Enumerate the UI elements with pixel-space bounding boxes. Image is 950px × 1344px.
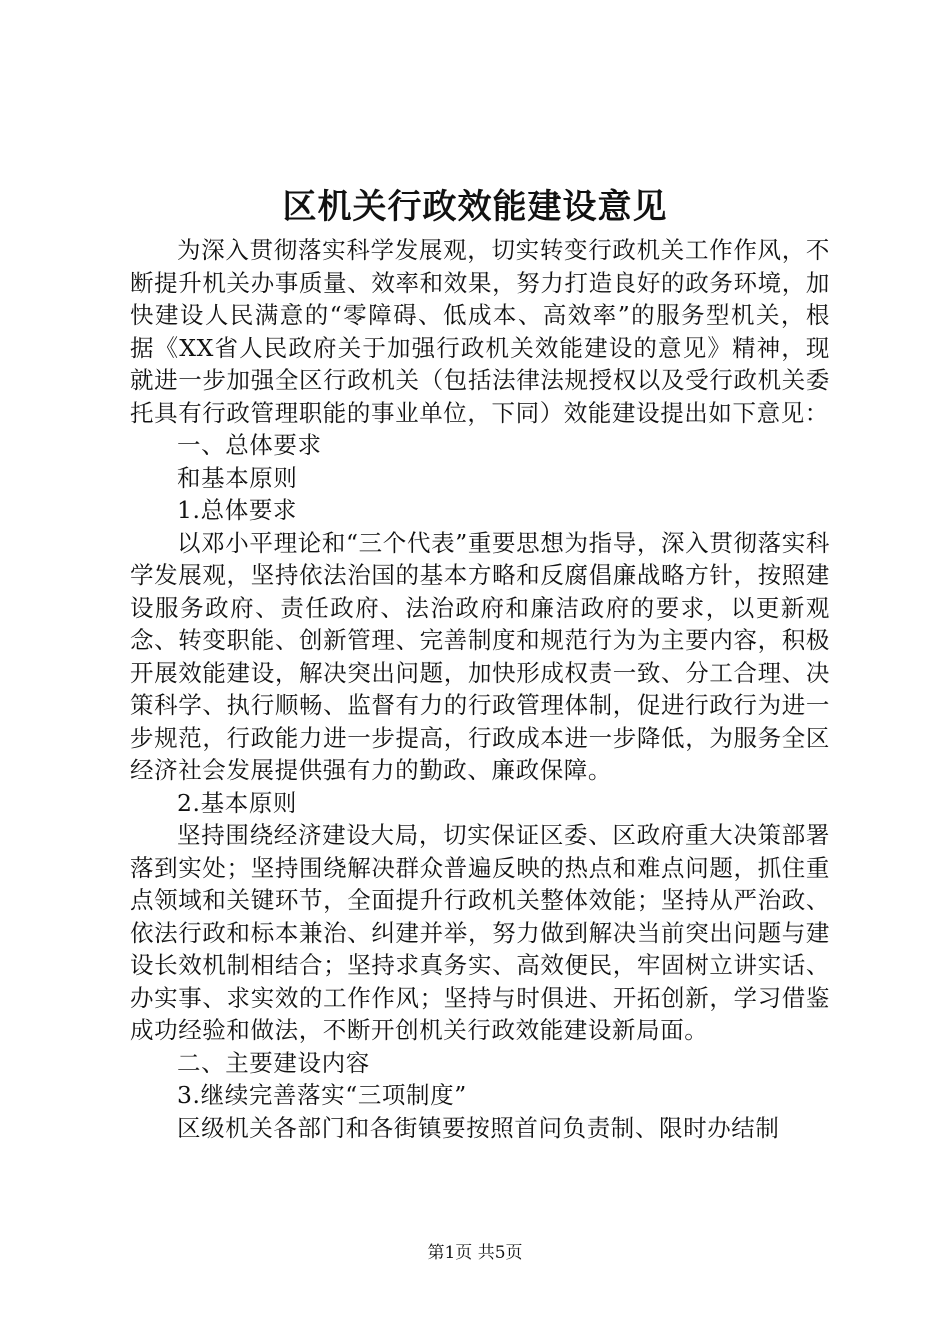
paragraph-intro: 为深入贯彻落实科学发展观，切实转变行政机关工作作风，不断提升机关办事质量、效率和效果，努力打造良好的政务环境，加快建设人民满意的“零障碍、低成本、高效率”的服务型机关，根据《XX省人民政府关于加强行政机关效能建设的意见》精神，现就进一步加强全区行政机关（包括法律法规授权以及受行政机关委托具有行政管理职能的事业单位，下同）效能建设提出如下意见： [130, 236, 830, 427]
document-title: 区机关行政效能建设意见 [282, 187, 668, 227]
section-heading-1-continued: 和基本原则 [177, 463, 298, 492]
paragraph-three-systems: 区级机关各部门和各街镇要按照首问负责制、限时办结制 [177, 1113, 780, 1142]
section-heading-2: 二、主要建设内容 [177, 1048, 370, 1077]
subheading-three-systems: 3.继续完善落实“三项制度” [177, 1081, 467, 1109]
document-body [130, 234, 830, 1144]
section-heading-1: 一、总体要求 [177, 431, 322, 459]
paragraph-basic-principles: 坚持围绕经济建设大局，切实保证区委、区政府重大决策部署落到实处；坚持围绕解决群众普遍反映的热点和难点问题，抓住重点领域和关键环节，全面提升行政机关整体效能；坚持从严治政、依法行政和标本兼治、纠建并举，努力做到解决当前突出问题与建设长效机制相结合；坚持求真务实、高效便民，牢固树立讲实话、办实事、求实效的工作作风；坚持与时俱进、开拓创新，学习借鉴成功经验和做法，不断开创机关行政效能建设新局面。 [130, 821, 830, 1044]
subheading-basic-principles: 2.基本原则 [177, 788, 298, 817]
paragraph-general-requirements: 以邓小平理论和“三个代表”重要思想为指导，深入贯彻落实科学发展观，坚持依法治国的基本方略和反腐倡廉战略方针，按照建设服务政府、责任政府、法治政府和廉洁政府的要求，以更新观念、转变职能、创新管理、完善制度和规范行为为主要内容，积极开展效能建设，解决突出问题，加快形成权责一致、分工合理、决策科学、执行顺畅、监督有力的行政管理体制，促进行政行为进一步规范，行政能力进一步提高，行政成本进一步降低，为服务全区经济社会发展提供强有力的勤政、廉政保障。 [130, 528, 830, 784]
subheading-general-requirements: 1.总体要求 [177, 496, 298, 524]
page-footer: 第1页 共5页 [427, 1243, 523, 1263]
